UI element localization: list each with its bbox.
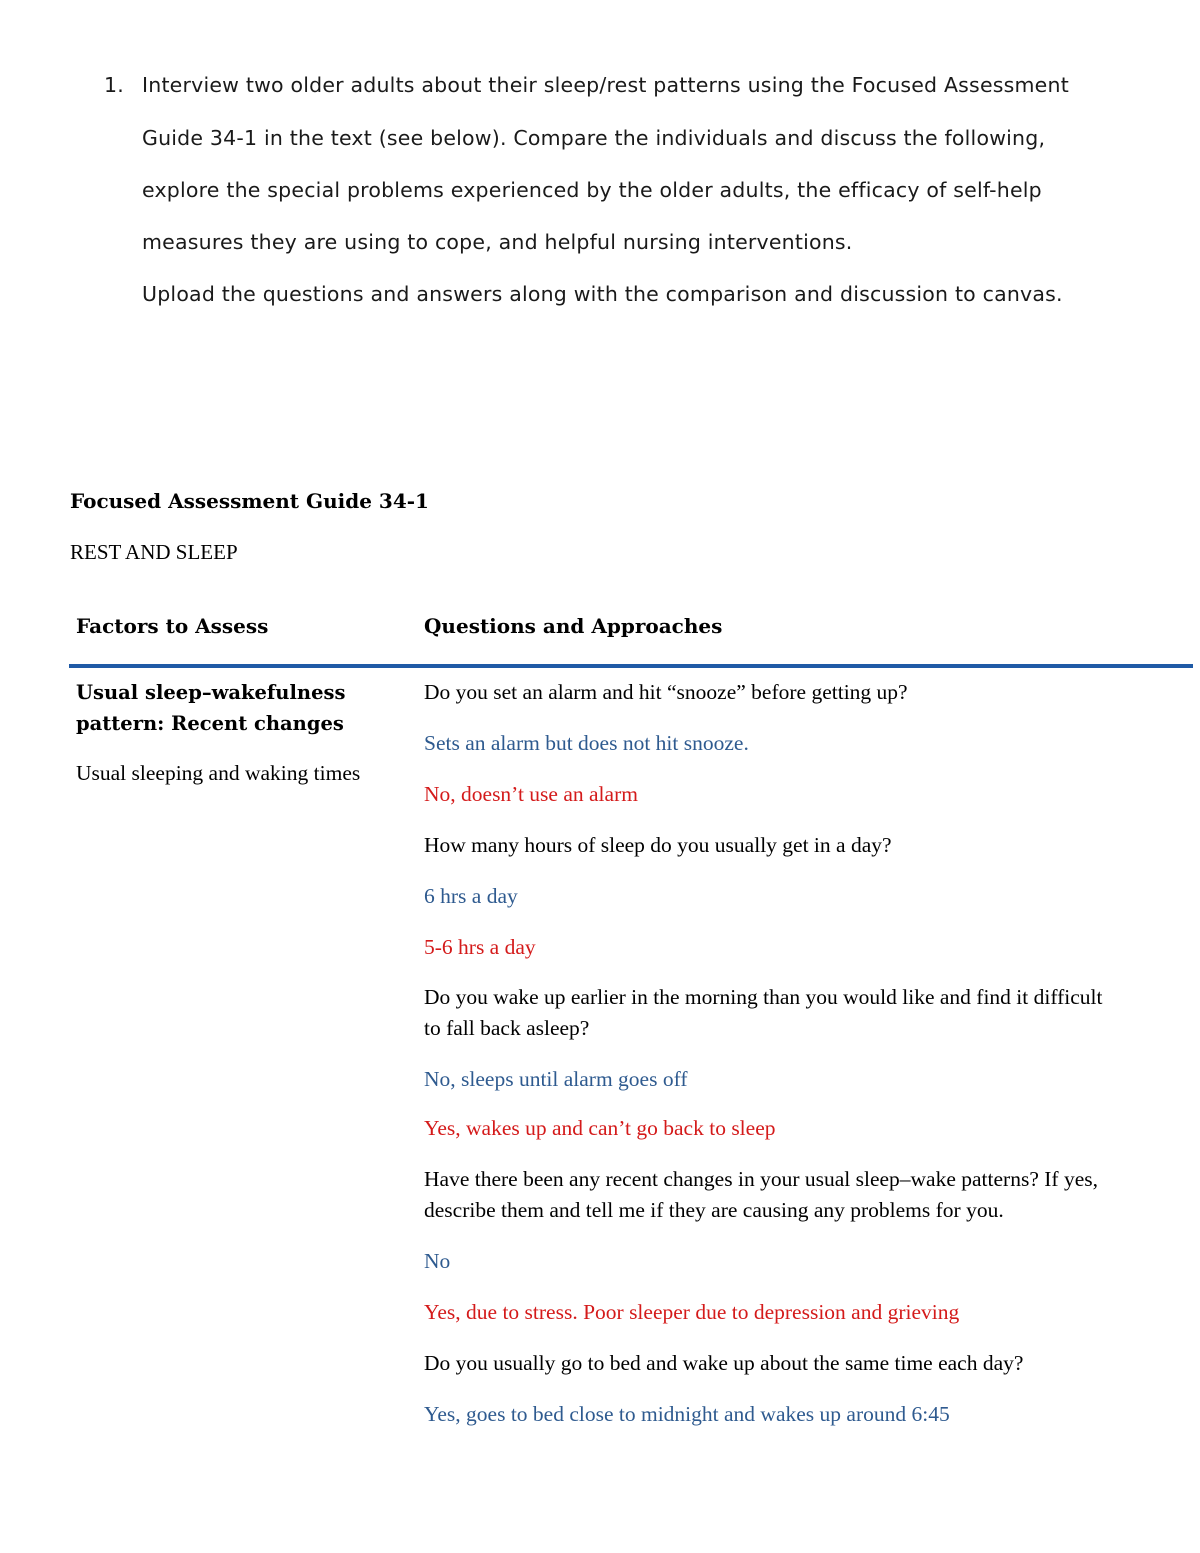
instruction-line: explore the special problems experienced by the older adults, the efficacy of self-help [142, 178, 1042, 202]
instruction-line: Upload the questions and answers along with the comparison and discussion to canvas. [142, 282, 1063, 306]
answer-adult-1: No, sleeps until alarm goes off [424, 1067, 688, 1091]
table-header-rule [69, 664, 1193, 668]
instruction-line: measures they are using to cope, and helpful nursing interventions. [142, 230, 853, 254]
question: Do you usually go to bed and wake up about the same time each day? [424, 1351, 1024, 1375]
answer-adult-2: Yes, wakes up and can’t go back to sleep [424, 1116, 776, 1140]
guide-subtitle: REST AND SLEEP [70, 540, 238, 564]
instruction-line: Interview two older adults about their sleep/rest patterns using the Focused Assessment [142, 73, 1069, 97]
answer-adult-2: 5-6 hrs a day [424, 935, 536, 959]
instruction-line: Guide 34-1 in the text (see below). Compare the individuals and discuss the following, [142, 126, 1046, 150]
question-line: describe them and tell me if they are causing any problems for you. [424, 1198, 1004, 1222]
answer-adult-1: Yes, goes to bed close to midnight and wakes up around 6:45 [424, 1402, 950, 1426]
question [424, 1164, 1184, 1226]
factor-heading-line: pattern: Recent changes [76, 712, 344, 735]
answer-adult-1: No [424, 1249, 451, 1273]
factor-heading-line: Usual sleep–wakefulness [76, 681, 346, 704]
question: Do you set an alarm and hit “snooze” before getting up? [424, 680, 908, 704]
column-header-factors: Factors to Assess [76, 614, 269, 638]
question: How many hours of sleep do you usually get in a day? [424, 833, 892, 857]
question-line: to fall back asleep? [424, 1016, 590, 1040]
answer-adult-1: Sets an alarm but does not hit snooze. [424, 731, 749, 755]
factor-heading [76, 677, 406, 739]
factor-subheading: Usual sleeping and waking times [76, 761, 361, 785]
question-line: Do you wake up earlier in the morning than you would like and find it difficult [424, 985, 1103, 1009]
answer-adult-2: No, doesn’t use an alarm [424, 782, 638, 806]
answer-adult-2: Yes, due to stress. Poor sleeper due to depression and grieving [424, 1300, 960, 1324]
answer-adult-1: 6 hrs a day [424, 884, 518, 908]
guide-title: Focused Assessment Guide 34-1 [70, 489, 429, 513]
question-line: Have there been any recent changes in your usual sleep–wake patterns? If yes, [424, 1167, 1098, 1191]
list-number: 1. [104, 73, 124, 97]
factors-column [76, 677, 406, 789]
question [424, 982, 1184, 1044]
column-header-questions: Questions and Approaches [424, 614, 723, 638]
